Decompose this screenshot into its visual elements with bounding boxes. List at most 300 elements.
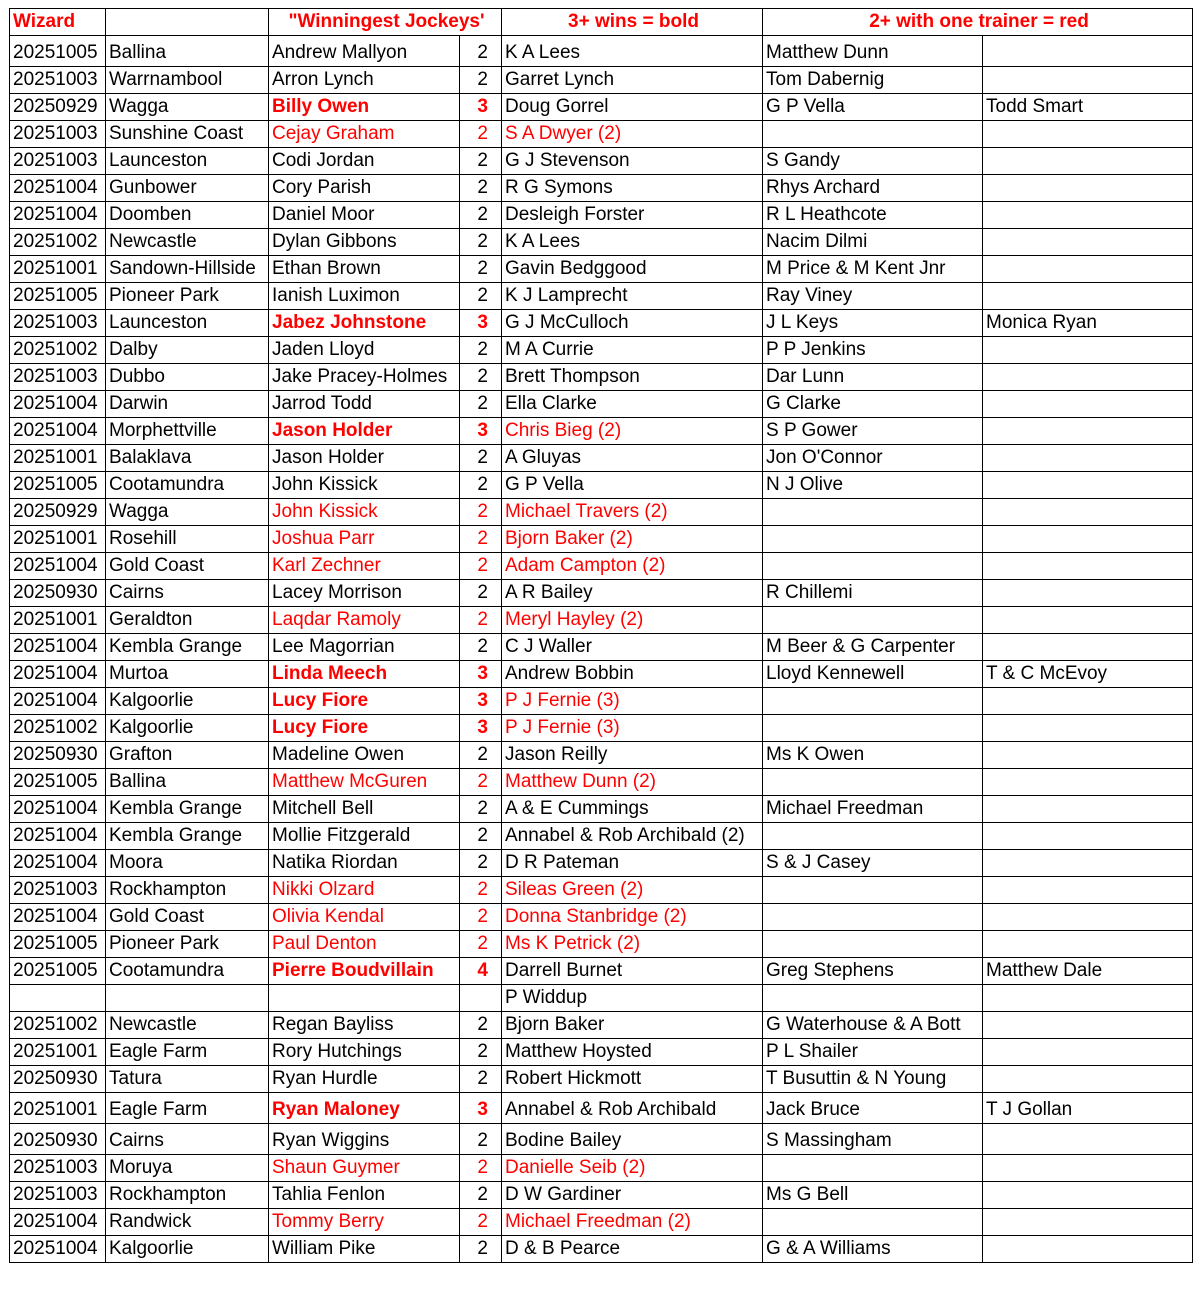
venue-cell[interactable]: Newcastle xyxy=(106,1012,269,1039)
trainer-1-cell[interactable]: Meryl Hayley (2) xyxy=(502,607,763,634)
trainer-2-cell[interactable]: N J Olive xyxy=(763,472,983,499)
date-cell[interactable]: 20251001 xyxy=(10,607,106,634)
jockey-cell[interactable]: Cejay Graham xyxy=(269,121,460,148)
trainer-3-cell[interactable] xyxy=(983,121,1193,148)
trainer-2-cell[interactable] xyxy=(763,121,983,148)
wins-cell[interactable]: 2 xyxy=(460,175,502,202)
venue-cell[interactable]: Dubbo xyxy=(106,364,269,391)
venue-cell[interactable]: Pioneer Park xyxy=(106,931,269,958)
trainer-1-cell[interactable]: Sileas Green (2) xyxy=(502,877,763,904)
venue-cell[interactable]: Cootamundra xyxy=(106,472,269,499)
jockey-cell[interactable]: Pierre Boudvillain xyxy=(269,958,460,985)
wins-cell[interactable]: 2 xyxy=(460,1209,502,1236)
trainer-3-cell[interactable] xyxy=(983,1209,1193,1236)
venue-cell[interactable]: Kalgoorlie xyxy=(106,688,269,715)
venue-cell[interactable]: Rosehill xyxy=(106,526,269,553)
jockey-cell[interactable]: William Pike xyxy=(269,1236,460,1263)
trainer-2-cell[interactable] xyxy=(763,769,983,796)
trainer-3-cell[interactable] xyxy=(983,202,1193,229)
jockey-cell[interactable]: Paul Denton xyxy=(269,931,460,958)
trainer-1-cell[interactable]: Jason Reilly xyxy=(502,742,763,769)
wins-cell[interactable]: 2 xyxy=(460,769,502,796)
trainer-1-cell[interactable]: Robert Hickmott xyxy=(502,1066,763,1093)
trainer-1-cell[interactable]: Annabel & Rob Archibald xyxy=(502,1093,763,1124)
jockey-cell[interactable] xyxy=(269,985,460,1012)
trainer-3-cell[interactable] xyxy=(983,391,1193,418)
trainer-3-cell[interactable] xyxy=(983,580,1193,607)
date-cell[interactable]: 20251004 xyxy=(10,553,106,580)
trainer-1-cell[interactable]: Bodine Bailey xyxy=(502,1124,763,1155)
date-cell[interactable]: 20251001 xyxy=(10,445,106,472)
date-cell[interactable]: 20251001 xyxy=(10,1093,106,1124)
wins-cell[interactable]: 2 xyxy=(460,634,502,661)
date-cell[interactable]: 20250929 xyxy=(10,499,106,526)
wins-cell[interactable]: 3 xyxy=(460,310,502,337)
trainer-1-cell[interactable]: P J Fernie (3) xyxy=(502,715,763,742)
wins-cell[interactable]: 2 xyxy=(460,472,502,499)
date-cell[interactable]: 20251005 xyxy=(10,769,106,796)
wins-cell[interactable]: 3 xyxy=(460,661,502,688)
venue-cell[interactable] xyxy=(106,985,269,1012)
trainer-2-cell[interactable]: M Beer & G Carpenter xyxy=(763,634,983,661)
trainer-2-cell[interactable]: Ms K Owen xyxy=(763,742,983,769)
trainer-2-cell[interactable] xyxy=(763,877,983,904)
trainer-1-cell[interactable]: C J Waller xyxy=(502,634,763,661)
wins-cell[interactable]: 2 xyxy=(460,931,502,958)
jockey-cell[interactable]: Lee Magorrian xyxy=(269,634,460,661)
jockey-cell[interactable]: Jaden Lloyd xyxy=(269,337,460,364)
date-cell[interactable]: 20251004 xyxy=(10,688,106,715)
jockey-cell[interactable]: Rory Hutchings xyxy=(269,1039,460,1066)
trainer-2-cell[interactable]: Jack Bruce xyxy=(763,1093,983,1124)
venue-cell[interactable]: Rockhampton xyxy=(106,877,269,904)
trainer-3-cell[interactable] xyxy=(983,526,1193,553)
trainer-1-cell[interactable]: A R Bailey xyxy=(502,580,763,607)
trainer-2-cell[interactable]: R Chillemi xyxy=(763,580,983,607)
trainer-3-cell[interactable] xyxy=(983,148,1193,175)
venue-cell[interactable]: Pioneer Park xyxy=(106,283,269,310)
jockey-cell[interactable]: Dylan Gibbons xyxy=(269,229,460,256)
date-cell[interactable]: 20251004 xyxy=(10,823,106,850)
venue-cell[interactable]: Cootamundra xyxy=(106,958,269,985)
jockey-cell[interactable]: Ianish Luximon xyxy=(269,283,460,310)
wins-cell[interactable]: 2 xyxy=(460,877,502,904)
date-cell[interactable]: 20250930 xyxy=(10,742,106,769)
trainer-2-cell[interactable]: J L Keys xyxy=(763,310,983,337)
trainer-2-cell[interactable]: Ms G Bell xyxy=(763,1182,983,1209)
trainer-2-cell[interactable]: Ray Viney xyxy=(763,283,983,310)
trainer-2-cell[interactable]: Michael Freedman xyxy=(763,796,983,823)
jockey-cell[interactable]: Cory Parish xyxy=(269,175,460,202)
trainer-1-cell[interactable]: Matthew Hoysted xyxy=(502,1039,763,1066)
jockey-cell[interactable]: Ryan Wiggins xyxy=(269,1124,460,1155)
trainer-3-cell[interactable] xyxy=(983,364,1193,391)
jockey-cell[interactable]: Matthew McGuren xyxy=(269,769,460,796)
date-cell[interactable]: 20250930 xyxy=(10,580,106,607)
trainer-2-cell[interactable]: Dar Lunn xyxy=(763,364,983,391)
date-cell[interactable]: 20251004 xyxy=(10,418,106,445)
date-cell[interactable]: 20251004 xyxy=(10,391,106,418)
jockey-cell[interactable]: Olivia Kendal xyxy=(269,904,460,931)
jockey-cell[interactable]: Laqdar Ramoly xyxy=(269,607,460,634)
trainer-3-cell[interactable]: Monica Ryan xyxy=(983,310,1193,337)
venue-cell[interactable]: Launceston xyxy=(106,148,269,175)
venue-cell[interactable]: Murtoa xyxy=(106,661,269,688)
venue-cell[interactable]: Eagle Farm xyxy=(106,1039,269,1066)
venue-cell[interactable]: Balaklava xyxy=(106,445,269,472)
venue-cell[interactable]: Gunbower xyxy=(106,175,269,202)
venue-cell[interactable]: Warrnambool xyxy=(106,67,269,94)
trainer-3-cell[interactable] xyxy=(983,337,1193,364)
trainer-3-cell[interactable] xyxy=(983,607,1193,634)
date-cell[interactable]: 20251004 xyxy=(10,175,106,202)
wins-cell[interactable]: 2 xyxy=(460,904,502,931)
date-cell[interactable] xyxy=(10,985,106,1012)
trainer-2-cell[interactable]: R L Heathcote xyxy=(763,202,983,229)
wins-cell[interactable]: 2 xyxy=(460,202,502,229)
wins-cell[interactable]: 2 xyxy=(460,796,502,823)
trainer-2-cell[interactable]: S & J Casey xyxy=(763,850,983,877)
wins-cell[interactable]: 2 xyxy=(460,445,502,472)
trainer-1-cell[interactable]: G P Vella xyxy=(502,472,763,499)
jockey-cell[interactable]: Ryan Hurdle xyxy=(269,1066,460,1093)
trainer-1-cell[interactable]: Bjorn Baker xyxy=(502,1012,763,1039)
wins-cell[interactable]: 2 xyxy=(460,553,502,580)
date-cell[interactable]: 20251002 xyxy=(10,229,106,256)
trainer-1-cell[interactable]: Michael Freedman (2) xyxy=(502,1209,763,1236)
trainer-1-cell[interactable]: Matthew Dunn (2) xyxy=(502,769,763,796)
trainer-3-cell[interactable] xyxy=(983,67,1193,94)
venue-cell[interactable]: Ballina xyxy=(106,36,269,67)
trainer-1-cell[interactable]: Garret Lynch xyxy=(502,67,763,94)
trainer-2-cell[interactable]: Jon O'Connor xyxy=(763,445,983,472)
trainer-2-cell[interactable]: G Waterhouse & A Bott xyxy=(763,1012,983,1039)
jockey-cell[interactable]: Nikki Olzard xyxy=(269,877,460,904)
jockey-cell[interactable]: Jabez Johnstone xyxy=(269,310,460,337)
trainer-3-cell[interactable] xyxy=(983,877,1193,904)
date-cell[interactable]: 20250930 xyxy=(10,1124,106,1155)
trainer-2-cell[interactable] xyxy=(763,715,983,742)
jockey-cell[interactable]: Mollie Fitzgerald xyxy=(269,823,460,850)
trainer-3-cell[interactable] xyxy=(983,1236,1193,1263)
date-cell[interactable]: 20251003 xyxy=(10,877,106,904)
date-cell[interactable]: 20251004 xyxy=(10,202,106,229)
jockey-cell[interactable]: Linda Meech xyxy=(269,661,460,688)
date-cell[interactable]: 20250930 xyxy=(10,1066,106,1093)
trainer-3-cell[interactable]: Matthew Dale xyxy=(983,958,1193,985)
trainer-3-cell[interactable] xyxy=(983,796,1193,823)
wins-cell[interactable]: 2 xyxy=(460,256,502,283)
date-cell[interactable]: 20251004 xyxy=(10,1209,106,1236)
trainer-1-cell[interactable]: Ms K Petrick (2) xyxy=(502,931,763,958)
venue-cell[interactable]: Geraldton xyxy=(106,607,269,634)
date-cell[interactable]: 20251005 xyxy=(10,958,106,985)
trainer-3-cell[interactable] xyxy=(983,1155,1193,1182)
venue-cell[interactable]: Kembla Grange xyxy=(106,823,269,850)
trainer-1-cell[interactable]: A & E Cummings xyxy=(502,796,763,823)
venue-cell[interactable]: Kembla Grange xyxy=(106,634,269,661)
wins-cell[interactable]: 2 xyxy=(460,1155,502,1182)
trainer-1-cell[interactable]: P J Fernie (3) xyxy=(502,688,763,715)
wins-cell[interactable]: 3 xyxy=(460,1093,502,1124)
wins-cell[interactable]: 2 xyxy=(460,607,502,634)
wins-cell[interactable]: 2 xyxy=(460,229,502,256)
venue-cell[interactable]: Tatura xyxy=(106,1066,269,1093)
venue-cell[interactable]: Sunshine Coast xyxy=(106,121,269,148)
jockey-cell[interactable]: Daniel Moor xyxy=(269,202,460,229)
wins-cell[interactable]: 2 xyxy=(460,364,502,391)
trainer-2-cell[interactable]: S Gandy xyxy=(763,148,983,175)
wins-cell[interactable]: 2 xyxy=(460,1236,502,1263)
jockey-cell[interactable]: Arron Lynch xyxy=(269,67,460,94)
jockey-cell[interactable]: Joshua Parr xyxy=(269,526,460,553)
jockey-cell[interactable]: Lucy Fiore xyxy=(269,715,460,742)
jockey-cell[interactable]: Jason Holder xyxy=(269,418,460,445)
wins-cell[interactable]: 3 xyxy=(460,94,502,121)
venue-cell[interactable]: Ballina xyxy=(106,769,269,796)
trainer-2-cell[interactable] xyxy=(763,823,983,850)
trainer-2-cell[interactable] xyxy=(763,607,983,634)
trainer-3-cell[interactable] xyxy=(983,175,1193,202)
trainer-1-cell[interactable]: Desleigh Forster xyxy=(502,202,763,229)
venue-cell[interactable]: Rockhampton xyxy=(106,1182,269,1209)
trainer-3-cell[interactable]: Todd Smart xyxy=(983,94,1193,121)
trainer-3-cell[interactable] xyxy=(983,1124,1193,1155)
trainer-3-cell[interactable] xyxy=(983,36,1193,67)
jockey-cell[interactable]: Madeline Owen xyxy=(269,742,460,769)
trainer-3-cell[interactable] xyxy=(983,742,1193,769)
trainer-1-cell[interactable]: Andrew Bobbin xyxy=(502,661,763,688)
venue-cell[interactable]: Eagle Farm xyxy=(106,1093,269,1124)
wins-cell[interactable]: 4 xyxy=(460,958,502,985)
wins-cell[interactable]: 2 xyxy=(460,499,502,526)
date-cell[interactable]: 20251005 xyxy=(10,283,106,310)
trainer-1-cell[interactable]: Brett Thompson xyxy=(502,364,763,391)
wins-cell[interactable]: 2 xyxy=(460,1182,502,1209)
venue-cell[interactable]: Cairns xyxy=(106,1124,269,1155)
trainer-2-cell[interactable]: Matthew Dunn xyxy=(763,36,983,67)
trainer-1-cell[interactable]: Gavin Bedggood xyxy=(502,256,763,283)
date-cell[interactable]: 20250929 xyxy=(10,94,106,121)
trainer-1-cell[interactable]: D W Gardiner xyxy=(502,1182,763,1209)
trainer-1-cell[interactable]: Doug Gorrel xyxy=(502,94,763,121)
jockey-cell[interactable]: Andrew Mallyon xyxy=(269,36,460,67)
header-cell-c[interactable]: "Winningest Jockeys' xyxy=(269,9,502,36)
trainer-2-cell[interactable] xyxy=(763,1155,983,1182)
date-cell[interactable]: 20251001 xyxy=(10,526,106,553)
date-cell[interactable]: 20251003 xyxy=(10,310,106,337)
wins-cell[interactable]: 2 xyxy=(460,67,502,94)
trainer-2-cell[interactable] xyxy=(763,985,983,1012)
date-cell[interactable]: 20251004 xyxy=(10,1236,106,1263)
trainer-1-cell[interactable]: Ella Clarke xyxy=(502,391,763,418)
jockey-cell[interactable]: Lacey Morrison xyxy=(269,580,460,607)
venue-cell[interactable]: Darwin xyxy=(106,391,269,418)
header-cell-a[interactable]: Wizard xyxy=(10,9,106,36)
venue-cell[interactable]: Newcastle xyxy=(106,229,269,256)
trainer-1-cell[interactable]: P Widdup xyxy=(502,985,763,1012)
wins-cell[interactable]: 2 xyxy=(460,1039,502,1066)
wins-cell[interactable]: 2 xyxy=(460,1124,502,1155)
trainer-2-cell[interactable]: G Clarke xyxy=(763,391,983,418)
trainer-1-cell[interactable]: M A Currie xyxy=(502,337,763,364)
trainer-2-cell[interactable]: S P Gower xyxy=(763,418,983,445)
jockey-cell[interactable]: Shaun Guymer xyxy=(269,1155,460,1182)
trainer-3-cell[interactable]: T J Gollan xyxy=(983,1093,1193,1124)
trainer-1-cell[interactable]: K A Lees xyxy=(502,229,763,256)
trainer-2-cell[interactable]: Rhys Archard xyxy=(763,175,983,202)
date-cell[interactable]: 20251004 xyxy=(10,796,106,823)
trainer-2-cell[interactable] xyxy=(763,553,983,580)
wins-cell[interactable]: 2 xyxy=(460,337,502,364)
wins-cell[interactable]: 2 xyxy=(460,121,502,148)
trainer-2-cell[interactable]: P L Shailer xyxy=(763,1039,983,1066)
wins-cell[interactable]: 2 xyxy=(460,148,502,175)
venue-cell[interactable]: Grafton xyxy=(106,742,269,769)
trainer-1-cell[interactable]: Danielle Seib (2) xyxy=(502,1155,763,1182)
venue-cell[interactable]: Morphettville xyxy=(106,418,269,445)
trainer-2-cell[interactable]: G P Vella xyxy=(763,94,983,121)
wins-cell[interactable]: 2 xyxy=(460,36,502,67)
trainer-2-cell[interactable] xyxy=(763,904,983,931)
venue-cell[interactable]: Dalby xyxy=(106,337,269,364)
venue-cell[interactable]: Sandown-Hillside xyxy=(106,256,269,283)
trainer-2-cell[interactable] xyxy=(763,526,983,553)
trainer-1-cell[interactable]: Darrell Burnet xyxy=(502,958,763,985)
trainer-2-cell[interactable]: T Busuttin & N Young xyxy=(763,1066,983,1093)
trainer-3-cell[interactable] xyxy=(983,985,1193,1012)
venue-cell[interactable]: Gold Coast xyxy=(106,904,269,931)
date-cell[interactable]: 20251005 xyxy=(10,472,106,499)
trainer-2-cell[interactable]: M Price & M Kent Jnr xyxy=(763,256,983,283)
venue-cell[interactable]: Wagga xyxy=(106,499,269,526)
wins-cell[interactable] xyxy=(460,985,502,1012)
venue-cell[interactable]: Cairns xyxy=(106,580,269,607)
trainer-3-cell[interactable] xyxy=(983,715,1193,742)
wins-cell[interactable]: 2 xyxy=(460,391,502,418)
date-cell[interactable]: 20251003 xyxy=(10,67,106,94)
trainer-1-cell[interactable]: K J Lamprecht xyxy=(502,283,763,310)
date-cell[interactable]: 20251001 xyxy=(10,256,106,283)
trainer-3-cell[interactable] xyxy=(983,688,1193,715)
trainer-1-cell[interactable]: S A Dwyer (2) xyxy=(502,121,763,148)
venue-cell[interactable]: Kalgoorlie xyxy=(106,715,269,742)
date-cell[interactable]: 20251004 xyxy=(10,661,106,688)
header-cell-e[interactable]: 3+ wins = bold xyxy=(502,9,763,36)
trainer-1-cell[interactable]: Annabel & Rob Archibald (2) xyxy=(502,823,763,850)
jockey-cell[interactable]: John Kissick xyxy=(269,472,460,499)
trainer-3-cell[interactable] xyxy=(983,850,1193,877)
jockey-cell[interactable]: John Kissick xyxy=(269,499,460,526)
trainer-2-cell[interactable]: G & A Williams xyxy=(763,1236,983,1263)
trainer-1-cell[interactable]: K A Lees xyxy=(502,36,763,67)
trainer-1-cell[interactable]: G J Stevenson xyxy=(502,148,763,175)
trainer-1-cell[interactable]: D R Pateman xyxy=(502,850,763,877)
trainer-2-cell[interactable]: Tom Dabernig xyxy=(763,67,983,94)
jockey-cell[interactable]: Regan Bayliss xyxy=(269,1012,460,1039)
venue-cell[interactable]: Gold Coast xyxy=(106,553,269,580)
venue-cell[interactable]: Moora xyxy=(106,850,269,877)
trainer-3-cell[interactable] xyxy=(983,418,1193,445)
date-cell[interactable]: 20251003 xyxy=(10,148,106,175)
venue-cell[interactable]: Launceston xyxy=(106,310,269,337)
jockey-cell[interactable]: Karl Zechner xyxy=(269,553,460,580)
trainer-1-cell[interactable]: G J McCulloch xyxy=(502,310,763,337)
trainer-3-cell[interactable] xyxy=(983,1182,1193,1209)
venue-cell[interactable]: Randwick xyxy=(106,1209,269,1236)
wins-cell[interactable]: 2 xyxy=(460,850,502,877)
wins-cell[interactable]: 2 xyxy=(460,1012,502,1039)
date-cell[interactable]: 20251003 xyxy=(10,121,106,148)
date-cell[interactable]: 20251005 xyxy=(10,36,106,67)
jockey-cell[interactable]: Jason Holder xyxy=(269,445,460,472)
date-cell[interactable]: 20251003 xyxy=(10,1182,106,1209)
trainer-1-cell[interactable]: D & B Pearce xyxy=(502,1236,763,1263)
jockey-cell[interactable]: Tahlia Fenlon xyxy=(269,1182,460,1209)
date-cell[interactable]: 20251004 xyxy=(10,904,106,931)
date-cell[interactable]: 20251004 xyxy=(10,634,106,661)
trainer-3-cell[interactable] xyxy=(983,823,1193,850)
trainer-1-cell[interactable]: A Gluyas xyxy=(502,445,763,472)
trainer-3-cell[interactable]: T & C McEvoy xyxy=(983,661,1193,688)
trainer-2-cell[interactable] xyxy=(763,931,983,958)
jockey-cell[interactable]: Tommy Berry xyxy=(269,1209,460,1236)
trainer-3-cell[interactable] xyxy=(983,1066,1193,1093)
trainer-2-cell[interactable]: Lloyd Kennewell xyxy=(763,661,983,688)
wins-cell[interactable]: 2 xyxy=(460,742,502,769)
wins-cell[interactable]: 2 xyxy=(460,283,502,310)
wins-cell[interactable]: 3 xyxy=(460,418,502,445)
date-cell[interactable]: 20251001 xyxy=(10,1039,106,1066)
trainer-3-cell[interactable] xyxy=(983,634,1193,661)
header-cell-f[interactable]: 2+ with one trainer = red xyxy=(763,9,1193,36)
trainer-1-cell[interactable]: Bjorn Baker (2) xyxy=(502,526,763,553)
trainer-3-cell[interactable] xyxy=(983,283,1193,310)
trainer-3-cell[interactable] xyxy=(983,445,1193,472)
date-cell[interactable]: 20251004 xyxy=(10,850,106,877)
jockey-cell[interactable]: Lucy Fiore xyxy=(269,688,460,715)
trainer-2-cell[interactable] xyxy=(763,1209,983,1236)
trainer-1-cell[interactable]: R G Symons xyxy=(502,175,763,202)
date-cell[interactable]: 20251002 xyxy=(10,337,106,364)
date-cell[interactable]: 20251003 xyxy=(10,364,106,391)
date-cell[interactable]: 20251002 xyxy=(10,1012,106,1039)
trainer-2-cell[interactable]: Nacim Dilmi xyxy=(763,229,983,256)
date-cell[interactable]: 20251005 xyxy=(10,931,106,958)
venue-cell[interactable]: Kembla Grange xyxy=(106,796,269,823)
date-cell[interactable]: 20251003 xyxy=(10,1155,106,1182)
trainer-2-cell[interactable] xyxy=(763,499,983,526)
wins-cell[interactable]: 2 xyxy=(460,823,502,850)
trainer-2-cell[interactable] xyxy=(763,688,983,715)
wins-cell[interactable]: 2 xyxy=(460,1066,502,1093)
trainer-2-cell[interactable]: P P Jenkins xyxy=(763,337,983,364)
trainer-3-cell[interactable] xyxy=(983,553,1193,580)
venue-cell[interactable]: Wagga xyxy=(106,94,269,121)
trainer-3-cell[interactable] xyxy=(983,1039,1193,1066)
trainer-3-cell[interactable] xyxy=(983,472,1193,499)
trainer-3-cell[interactable] xyxy=(983,229,1193,256)
trainer-2-cell[interactable]: S Massingham xyxy=(763,1124,983,1155)
venue-cell[interactable]: Doomben xyxy=(106,202,269,229)
wins-cell[interactable]: 2 xyxy=(460,580,502,607)
trainer-3-cell[interactable] xyxy=(983,1012,1193,1039)
jockey-cell[interactable]: Jarrod Todd xyxy=(269,391,460,418)
wins-cell[interactable]: 2 xyxy=(460,526,502,553)
jockey-cell[interactable]: Mitchell Bell xyxy=(269,796,460,823)
date-cell[interactable]: 20251002 xyxy=(10,715,106,742)
trainer-2-cell[interactable]: Greg Stephens xyxy=(763,958,983,985)
